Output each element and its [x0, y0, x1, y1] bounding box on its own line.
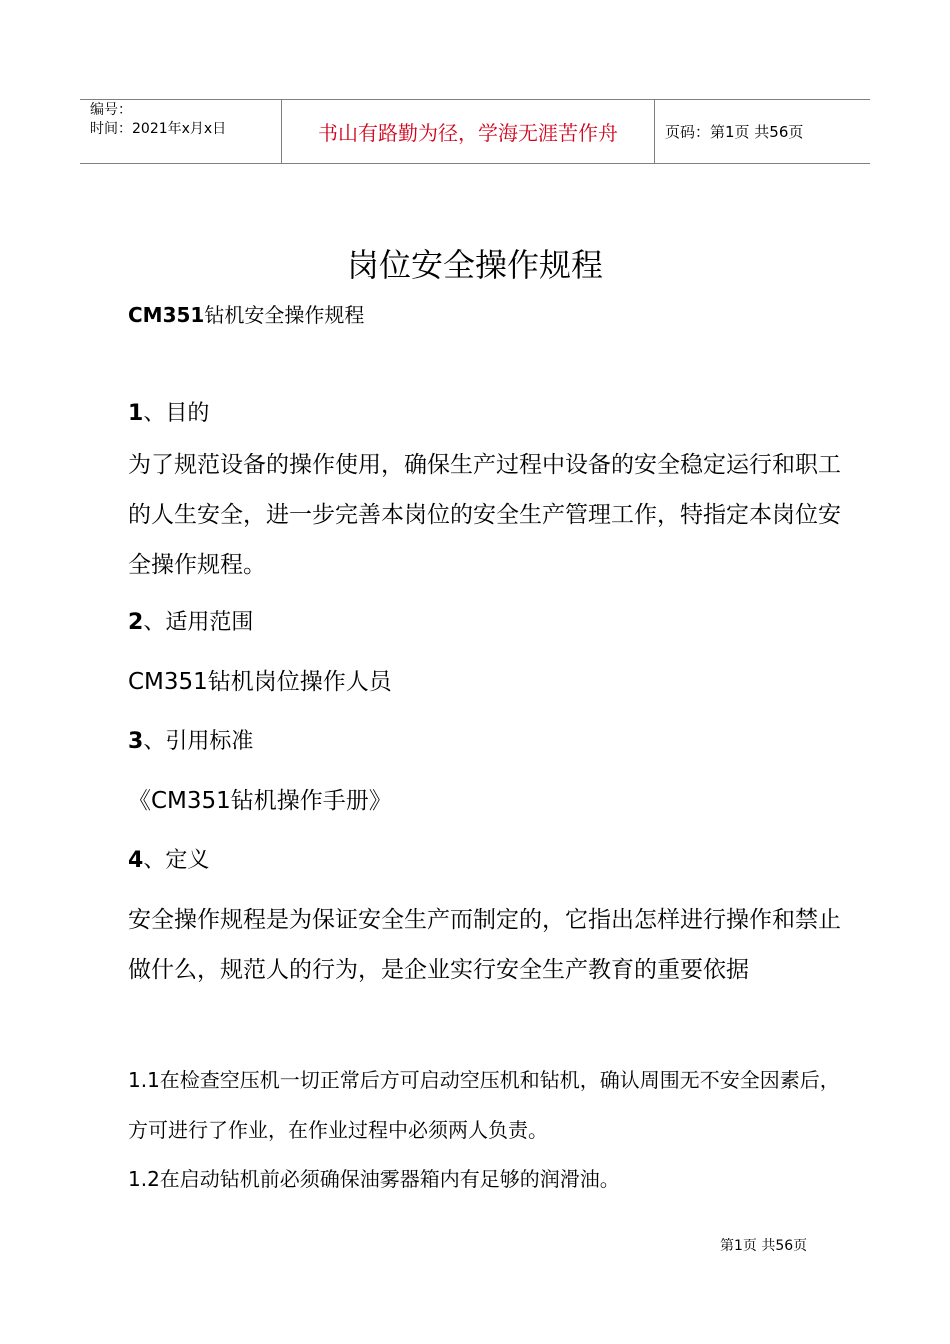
section-2-body: CM351钻机岗位操作人员 — [128, 669, 392, 695]
header-page-info: 页码：第1页 共56页 — [665, 123, 804, 141]
section-label: 、目的 — [143, 401, 210, 426]
item-1-2: 1.2在启动钻机前必须确保油雾器箱内有足够的润滑油。 — [128, 1167, 620, 1191]
section-4-body: 安全操作规程是为保证安全生产而制定的，它指出怎样进行操作和禁止做什么，规范人的行为，是企业实行安全生产教育的重要依据 — [128, 907, 841, 983]
section-3-body: 《CM351钻机操作手册》 — [128, 788, 392, 814]
page-header — [80, 99, 870, 164]
page-footer: 第1页 共56页 — [720, 1238, 808, 1254]
date-label: 时间：2021年x月x日 — [90, 121, 227, 137]
section-number: 4 — [128, 848, 144, 873]
section-1-body: 为了规范设备的操作使用，确保生产过程中设备的安全稳定运行和职工的人生安全，进一步完善本岗位的安全生产管理工作，特指定本岗位安全操作规程。 — [128, 452, 841, 578]
section-label: 、定义 — [143, 848, 210, 873]
section-number: 2 — [128, 610, 144, 635]
document-subtitle — [128, 300, 364, 330]
section-heading-3 — [128, 727, 253, 757]
header-motto: 书山有路勤为径，学海无涯苦作舟 — [282, 100, 655, 163]
number-label: 编号： — [90, 102, 132, 118]
section-heading-1 — [128, 399, 209, 429]
section-heading-4 — [128, 846, 209, 876]
section-heading-2 — [128, 608, 253, 638]
item-1-1: 1.1在检查空压机一切正常后方可启动空压机和钻机，确认周围无不安全因素后，方可进行了作业，在作业过程中必须两人负责。 — [128, 1068, 840, 1142]
subtitle-text: 钻机安全操作规程 — [204, 303, 365, 327]
section-number: 3 — [128, 729, 144, 754]
section-number: 1 — [128, 401, 144, 426]
section-label: 、适用范围 — [143, 610, 254, 635]
subtitle-code: CM351 — [128, 303, 205, 327]
header-meta — [80, 100, 282, 163]
document-title: 岗位安全操作规程 — [346, 246, 603, 284]
section-label: 、引用标准 — [143, 729, 254, 754]
